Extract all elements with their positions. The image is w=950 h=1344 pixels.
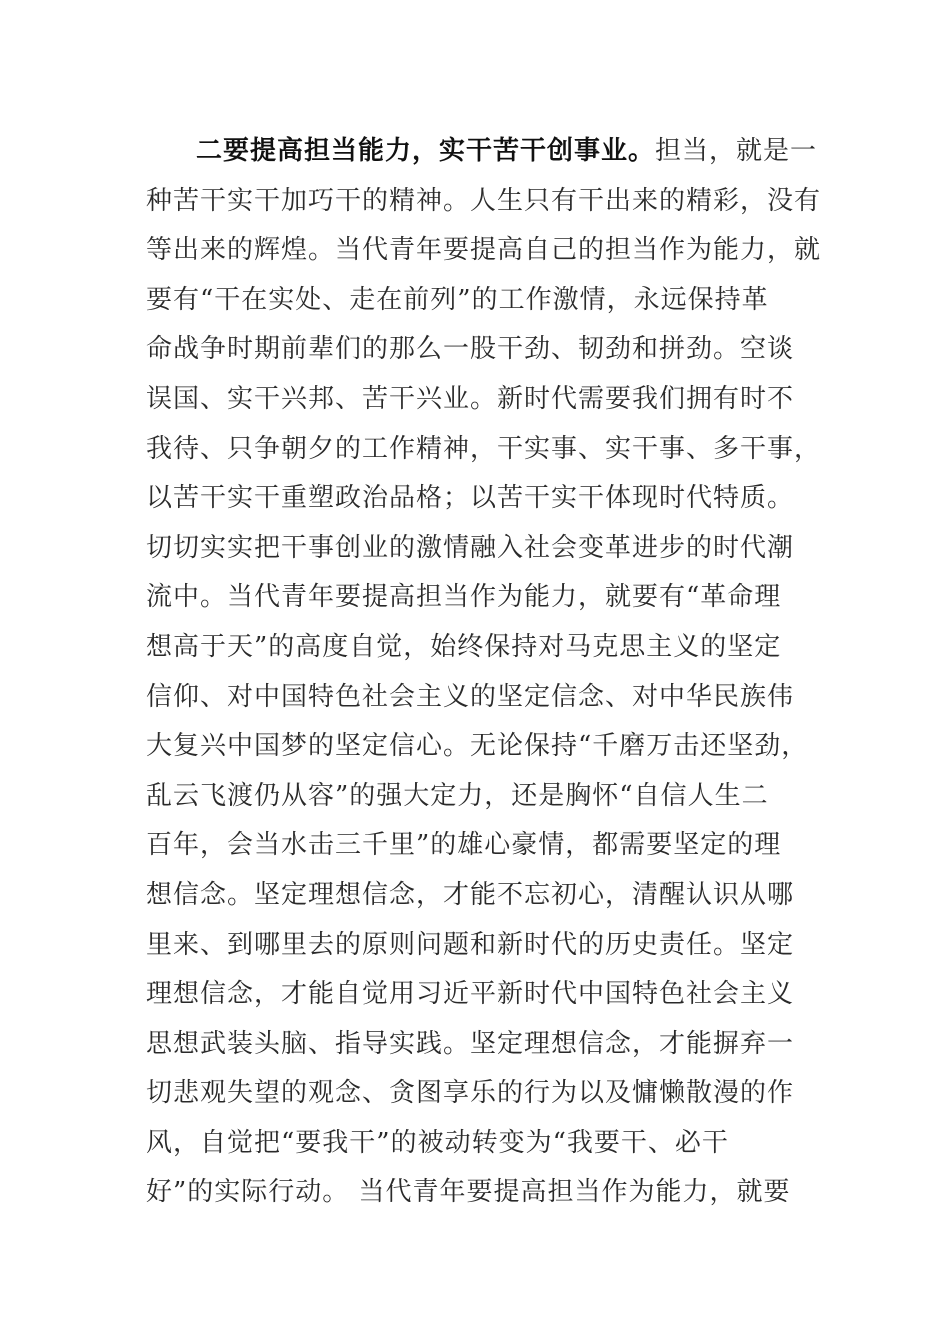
paragraph-line: 大复兴中国梦的坚定信心。无论保持“千磨万击还坚劲， — [146, 731, 809, 762]
paragraph-line: 切切实实把干事创业的激情融入社会变革进步的时代潮 — [146, 532, 795, 563]
paragraph-line: 想信念。坚定理想信念，才能不忘初心，清醒认识从哪 — [146, 879, 795, 910]
paragraph-line: 信仰、对中国特色社会主义的坚定信念、对中华民族伟 — [146, 681, 795, 712]
paragraph-line: 要有“干在实处、走在前列”的工作激情，永远保持革 — [146, 284, 769, 315]
paragraph-line: 乱云飞渡仍从容”的强大定力，还是胸怀“自信人生二 — [146, 780, 769, 811]
paragraph-line: 里来、到哪里去的原则问题和新时代的历史责任。坚定 — [146, 929, 795, 960]
paragraph-line: 理想信念，才能自觉用习近平新时代中国特色社会主义 — [146, 979, 795, 1010]
paragraph-line: 等出来的辉煌。当代青年要提高自己的担当作为能力，就 — [146, 235, 822, 266]
paragraph-line: 好”的实际行动。 当代青年要提高担当作为能力，就要 — [146, 1177, 791, 1208]
paragraph-heading: 二要提高担当能力，实干苦干创事业。 — [196, 136, 656, 166]
paragraph-line-text: 担当，就是一 — [655, 136, 818, 166]
paragraph-line: 切悲观失望的观念、贪图享乐的行为以及慵懒散漫的作 — [146, 1078, 795, 1109]
body-paragraph — [146, 127, 822, 1218]
paragraph-line: 百年，会当水击三千里”的雄心豪情，都需要坚定的理 — [146, 830, 782, 861]
paragraph-line: 以苦干实干重塑政治品格；以苦干实干体现时代特质。 — [146, 483, 795, 514]
paragraph-line: 种苦干实干加巧干的精神。人生只有干出来的精彩，没有 — [146, 185, 822, 216]
paragraph-line: 想高于天”的高度自觉，始终保持对马克思主义的坚定 — [146, 631, 782, 662]
paragraph-line: 思想武装头脑、指导实践。坚定理想信念，才能摒弃一 — [146, 1028, 795, 1059]
paragraph-line: 我待、只争朝夕的工作精神，干实事、实干事、多干事， — [146, 433, 822, 464]
paragraph-line: 命战争时期前辈们的那么一股干劲、韧劲和拼劲。空谈 — [146, 334, 795, 365]
paragraph-line: 误国、实干兴邦、苦干兴业。新时代需要我们拥有时不 — [146, 383, 795, 414]
paragraph-line-1 — [146, 127, 816, 177]
paragraph-line: 风，自觉把“要我干”的被动转变为“我要干、必干 — [146, 1127, 729, 1158]
paragraph-line: 流中。当代青年要提高担当作为能力，就要有“革命理 — [146, 582, 782, 613]
